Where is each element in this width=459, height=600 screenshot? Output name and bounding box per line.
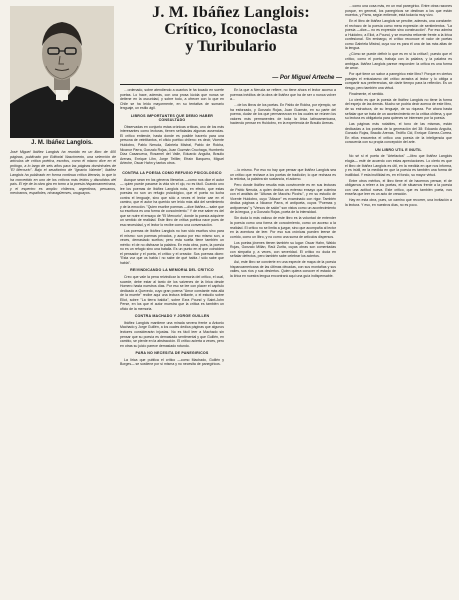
paragraph: Entre otros méritos, el libro tiene el de hacernos pensar, el de obligarnos a releer a los poetas, el de situarnos frente a la poesía con una actitud nueva. Este crítico, que es también poeta, nos enseña que leer es un acto de creación.	[345, 178, 452, 197]
portrait-intro-text: José Miguel Ibáñez Langlois ha reunido en un libro de 400 páginas, publicado por Editorial Nascimento, una selección de artículos de crítica poética, escritos, como él mismo dice en el prólogo, a lo largo de seis años para las páginas dominicales de "El Mercurio". Bajo el seudónimo de "Ignacio Valente", Ibáñez Langlois ha publicado en forma continua crítica literaria, lo que lo ha convertido en uno de los críticos más leídos y discutidos del país. El eje de la obra gira en torno a la poesía hispanoamericana, y el espectro es amplio: chilenos, argentinos, peruanos, mexicanos, españoles, nicaragüenses, uruguayos.	[10, 150, 116, 196]
paragraph: …como una cosa más, en un mal panegírico. Entre otras razones porque, en general, los panegíricos se destinan a los que están muertos, y Parra, según entiende, está todavía muy vivo.	[345, 4, 452, 18]
column-d	[230, 168, 336, 598]
paragraph: Creo que vale la pena reivindicar la memoria del crítico, el cual, sucede, debe estar al tanto de los vaivenes de la lírica desde Homero hasta nuestros días. Por eso se lee con placer el capítulo dedicado a Quevedo, cuyo gran poema "Amor constante más allá de la muerte" recibe aquí una lectura brillante, o el estudio sobre Eliot, sobre "La tierra baldía", sobre Ezra Pound y Saint-John Perse, en los que el autor muestra que la crítica es también un oficio de la memoria.	[120, 274, 224, 311]
portrait-caption: J. M. Ibáñez Langlois.	[31, 140, 93, 146]
paragraph: Hay en esta obra, pues, un camino que recorrer, una invitación a la lectura. Y eso, en nuestros días, no es poco.	[345, 198, 452, 207]
paragraph: Así, este libro se convierte en una especie de mapa de la poesía hispanoamericana de las últimas décadas, con sus montañas y sus valles, sus ríos y sus desiertos. Quien quiera conocer el estado de la lírica en nuestra lengua encontrará aquí una guía indispensable.	[230, 260, 336, 279]
paragraph: Ibáñez Langlois mantiene una mirada severa frente a Antonio Machado y Jorge Guillén, a los cuales dedica páginas que algunos lectores considerarán injustas. No es fácil leer a Machado sin pensar que su poesía es demasiado sentimental y que Guillén, en cambio, se pierde en la abstracción. El crítico acierta a veces, pero en otras su juicio parece demasiado rotundo.	[120, 320, 224, 348]
section-heading: LIBROS IMPORTANTES QUE DEBIO HABER CONSULTADO	[130, 113, 214, 123]
paragraph: Aunque sean en los géneros literarios —como nos dice el autor— quien puede pasarse la vida sin el ojo, no es fácil. Cuando uno lee los poemas de Ibáñez Langlois nota, en efecto, que estas poesías no son un refugio psicológico, que el poeta no lucha contra el lenguaje, sino que sólo a veces el lector cae en el camino, que el autor ha querido ser leído más allá del sentimiento y de la emoción. "Quien escribe poemas —dice Ibáñez— sabe que su escritura es una forma de conocimiento." Y de ese saber es del que se nutre el ensayo de "El Mercurio", donde la poesía adquiere un sentido de realidad. Este libro de crítica poética nace pues de esa necesidad, y el lector lo recibe como una conversación.	[120, 177, 224, 228]
section-heading: PARA NO NECESITA DE PANEGIRICOS	[135, 351, 209, 356]
section-heading: CONTRA MACHADO Y JORGE GUILLEN	[134, 314, 210, 319]
column-a	[120, 88, 224, 168]
section-heading: REIVINDICANDO LA MEMORIA DEL CRITICO	[130, 268, 214, 273]
column-b	[230, 88, 336, 168]
paragraph: En el libro de Ibáñez Langlois se percibe, además, una constante: el rechazo de la poesía como mera expresión de sentimientos. "La poesía —dice— no es expresión sino construcción". Por eso admira a Huidobro, a Eliot, a Pound, y se muestra reticente frente a la lírica confesional. Sin embargo, el crítico reconoce el valor de poetas como Gabriela Mistral, cuya voz es para él una de las más altas de la lengua.	[345, 19, 452, 51]
headline-subtitle-2: y Turibulario	[185, 38, 277, 55]
paragraph: Los poetas jóvenes tienen también su lugar: Oscar Hahn, Waldo Rojas, Gonzalo Millán, Raúl Zurita, cuyas obras son comentadas con simpatía y, a veces, con severidad. El crítico no duda en señalar defectos, pero también sabe celebrar los aciertos.	[230, 240, 336, 259]
paragraph: La lírica que publica el crítico —como Machado, Guillén y Borges— se sostiene por sí misma y no necesita de panegíricos.	[120, 357, 224, 367]
paragraph: …ordenado, sobre atendiendo a cuantos le ha tocado en suerte poetas. Lo hace, además, con una prosa lúcida que nunca se detiene en la oscuridad, y sobre todo, a ofrecer con lo que en Chile se ha leído mayormente, en su tentativa de sumario lenguaje, un estilo ágil.	[120, 88, 224, 111]
paragraph: Los poemas de Ibáñez Langlois no han sido escritos sino para él mismo: son poemas privados, y acaso por eso mismo son, a veces, demasiado sueltos; pero esta suelta tiene también un mérito: el de no disfrazar la palabra. En esta obra, pues, la poesía no es un refugio sino una batalla. Es un punto en el que coinciden el pensador y el poeta, el crítico y el creador. Sus poemas dicen: "Esta voz que os habla / no sabe de qué habla / sólo sabe que habla".	[120, 229, 224, 265]
headline-subtitle-1: Crítico, Iconoclasta	[164, 21, 298, 38]
portrait-illustration	[10, 6, 114, 138]
paragraph: En la que a Neruda se refiere, no tiene ahora el lector acceso a poemas inéditos de la obra de Ibáñez que ha de ser o nunca volver a…	[230, 88, 336, 102]
paragraph: …lo mismo. Por eso no hay que pensar que Ibáñez Langlois sea un crítico que rechace a los poetas de tradición; lo que rechaza es la retórica, la palabra sin sustancia, el adorno.	[230, 168, 336, 182]
column-c	[120, 168, 224, 598]
paragraph: Lo cierto es que la poesía de Ibáñez Langlois no tiene la forma del espejo de las demás. Mucho se podría decir acerca de este libro, de su estructura, de su lenguaje, de su riqueza. Por ahora basta señalar que se trata de un acontecimiento en la crítica chilena, y que su lectura es obligatoria para quienes se interesen por la poesía.	[345, 97, 452, 121]
paragraph: Sin duda lo más valioso de este libro es la voluntad de entender la poesía como una forma de conocimiento, como un acceso a la realidad. El crítico no se limita a juzgar, sino que acompaña al lector en la aventura de leer. Por eso sus crónicas pueden leerse de corrido, como un libro, y no como una suma de artículos dispersos.	[230, 216, 336, 239]
paragraph: ¿Cómo se puede definir lo que es en sí la crítica?, puesto que el crítico, como el poeta, trabaja con la palabra, y la palabra es ambigua. Ibáñez Langlois parece responder: la crítica es una forma de amor.	[345, 52, 452, 71]
paragraph: Finalmente, el sentido.	[349, 91, 385, 96]
headline-title: J. M. Ibáñez Langlois:	[152, 4, 310, 21]
column-e	[345, 4, 452, 598]
paragraph: No sé si el poeta de "Artefactos" —libro que Ibáñez Langlois elogia— esté de acuerdo con estas apreciaciones. Lo cierto es que el libro de Ibáñez Langlois es útil, en la medida en que nos informa, y es inútil, en la medida en que la poesía es también una forma de inutilidad. Y esta inutilidad es, en el fondo, su mayor virtud.	[345, 154, 452, 177]
article-byline: — Por Miguel Arteche —	[272, 75, 342, 81]
paragraph: Por qué tiene un sabor a panegírico este libro? Porque en ciertos pasajes el entusiasmo del crítico arrastra al lector y lo obliga a compartir sus preferencias, sin darle tiempo para la reflexión. Es un riesgo, pero también una virtud.	[345, 72, 452, 90]
headline-rule	[120, 84, 342, 85]
article-headline	[120, 4, 342, 55]
section-heading: CONTRA LA POESIA COMO REFUGIO PSICOLOGICO	[122, 171, 222, 175]
author-portrait	[10, 6, 114, 138]
section-heading: UN LIBRO UTIL E INUTIL	[375, 147, 422, 152]
paragraph: Observadas en conjunto estas crónicas críticas, uno de los más interesantes como lecturas, tienen señaladas algunas ausencias. El crítico entiende, hasta donde es posible hacerlo para una persona de veintitantos, el oficio poético chileno: es decir, Vicente Huidobro, Pablo Neruda, Gabriela Mistral, Pablo de Rokha, Nicanor Parra, Gonzalo Rojas, Juan Guzmán Cruchaga, Humberto Díaz Casanueva, Rosamel del Valle, Eduardo Anguita, Braulio Arenas, Enrique Lihn, Jorge Teillier, Efraín Barquero, Miguel Arteche, Oscar Hahn y tantos otros.	[120, 124, 224, 166]
paragraph: …de los libros de los poetas. En Pablo de Rokha, por ejemplo, se ha esforzado, y Gonzalo Rojas, Juan Guzmán, en su parte del poema, dudar de los que permanezcan en los cuales se reúnen los valores más permanentes de toda la lírica latinoamericana, haciendo pensar en Huidobro, en la experiencia de Braulio Arenas.	[230, 103, 336, 126]
paragraph: Las páginas más notables, el tono de las mismas, están dedicadas a los poetas de la generación del 38: Eduardo Anguita, Gonzalo Rojas, Braulio Arenas, Teófilo Cid, Enrique Gómez-Correa. En ellos encuentra el crítico una poesía de la inteligencia que concuerda con su propia concepción del arte.	[345, 122, 452, 145]
paragraph: Pero donde Ibáñez resulta más convincente es en sus lecturas de Pablo Neruda, a quien dedica un extenso ensayo que culmina con el análisis de "Alturas de Macchu Picchu", y en su estudio de Vicente Huidobro, cuyo "Altazor" es examinado con rigor. También dedica páginas a Nicanor Parra, el antipoeta, cuyos "Poemas y antipoemas" y "Versos de salón" son vistos como un acontecimiento de la lengua, y a Gonzalo Rojas, poeta de la intensidad.	[230, 183, 336, 215]
